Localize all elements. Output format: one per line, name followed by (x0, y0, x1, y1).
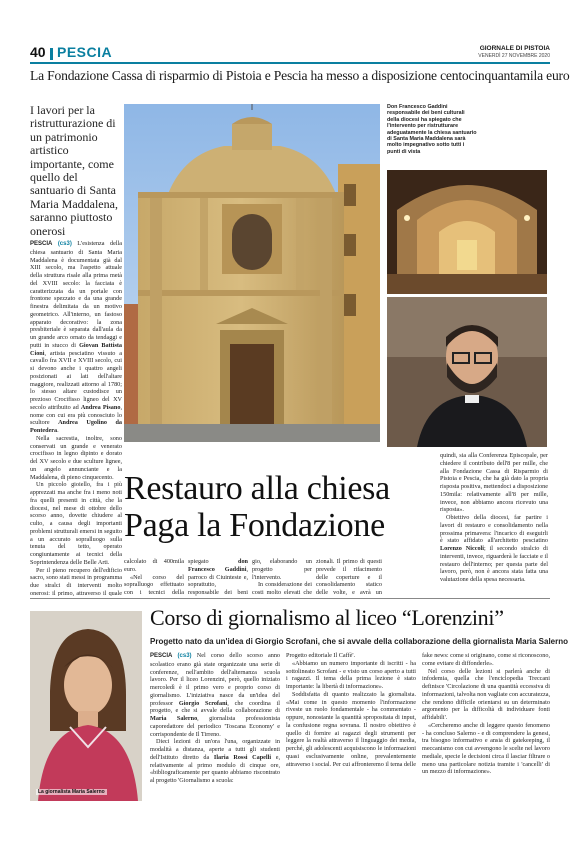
article2-text: Dieci lezioni di un'ora l'una, organizzate in modalità a distanza, aperte a tutti gli studenti dell'Istituto diretto da (150, 738, 280, 761)
article1-column-5 (316, 558, 382, 596)
publication-name: GIORNALE DI PISTOIA (479, 45, 550, 52)
headline (124, 470, 424, 544)
article1-name: Lorenzo Niccoli (440, 545, 484, 552)
article1-col1-text: , artista pesciatino vissuto a cavallo fra XVII e XVIII secolo, cui si devono anche i quattro angeli posizionati ai lati dell'altare maggiore, realizzati attorno al 1780; lo stesso altare custodisce un prezioso Crocifisso ligneo del XV secolo attribuito ad (30, 349, 122, 411)
article1-col1-text: L'esistenza della chiesa santuario di Santa Maria Maddalena è documentata già dal XIII secolo, ma l'aspetto attuale della struttura risale alla prima metà del XVIII secolo: la facciata è caratterizzata da un portale con frontone spezzato e da una grande finestra delimitata da un motivo geometrico. All'interno, un fastoso apparato decorativo: la zona presbiteriale è separata dall'aula da un grande arco ornato da tendaggi e putti in stucco di (30, 240, 122, 349)
article1-column-4 (252, 558, 312, 596)
article2-paragraph: Progetto editoriale Il Caffè'. (286, 652, 356, 659)
strapline: La Fondazione Cassa di risparmio di Pistoia e Pescia ha messo a disposizione centocinquantamila euro (30, 68, 570, 83)
article1-column-3 (188, 558, 248, 596)
article1-paragraph: calcolato di 400mila euro. (124, 558, 184, 573)
article2-paragraph: «Cercheremo anche di leggere questo fenomeno - ha concluso Salerno - e di comprendere la genesi, tra bisogno informativo e ansia di gatekeeping, il meccanismo con cui avvengono le scelte nel lavoro mediale, specie le decisioni circa il lasciar filtrare o meno una particolare notizia tramite i 'cancelli' di un mezzo di informazione». (422, 721, 550, 776)
article1-paragraph: Per il pieno recupero dell'edificio sacro, sono stati messi in programma due stralci di interventi molto onerosi: il primo, attraverso il quale (30, 566, 122, 596)
article1-column-2 (124, 558, 184, 596)
header-bar (50, 48, 53, 60)
article1-column-6 (440, 452, 548, 596)
article2-text: Nel corso dello scorso anno scolastico erano già state organizzate una serie di conferenze, nell'ambito dell'alternanza scuola lavoro. Per il liceo Lorenzini, però, quello iniziato mercoledì è il primo vero e proprio corso di giornalismo. L'iniziativa nasce da un'idea del professor (150, 652, 280, 707)
article1-author-tag: (cs3) (57, 241, 72, 247)
article1-name: don Francesco Gaddini (188, 558, 248, 573)
article1-paragraph: Un piccolo gioiello, fra i più apprezzati ma anche fra i meno noti fra quelli presenti in città, che la diocesi, nel mese di ottobre dello scorso anno, dovette chiudere al culto, a causa degli importanti problemi strutturali emersi in seguito a un accurato sopralluogo sulla tenuta del tetto, operato congiuntamente ai tecnici della Soprintendenza delle Belle Arti. (30, 481, 122, 566)
article2-subtitle: Progetto nato da un'idea di Giorgio Scrofani, che si avvale della collaborazione della giornalista Maria Salerno (150, 637, 569, 646)
article2-name: Maria Salerno (150, 715, 198, 722)
article2-name: Giorgio Scrofani (178, 699, 228, 707)
article2-author-tag: (cs3) (177, 653, 192, 659)
article1-name: Andrea Pisano (80, 403, 121, 411)
article1-text: ; il secondo stralcio di interventi, invece, riguarderà le facciate e il restauro dell'interno; per questa parte del lavoro, però, non è ancora stata fatta una valutazione della spesa necessaria. (440, 545, 548, 583)
page-header (30, 44, 550, 62)
section-name: PESCIA (57, 44, 113, 60)
article1-text: spiegato (188, 558, 209, 565)
headline-line-1: Restauro alla chiesa (124, 470, 390, 507)
deck: I lavori per la ristrutturazione di un patrimonio artistico importante, come quello del santuario di Santa Maria Maddalena, saranno piuttosto onerosi (30, 103, 118, 238)
publication-date: VENERDÌ 27 NOVEMBRE 2020 (478, 53, 550, 59)
article1-name: Andrea Ugolino da Pontedera (30, 419, 122, 434)
article1-paragraph: Nella sacrestia, inoltre, sono conservati un grande e venerato crocifisso in legno dipinto e dorato del XV secolo e due sculture lignee, un angelo annunciante e la Maddalena, di pieno cinquecento. (30, 434, 122, 481)
article2-text: e, relativamente al primo modulo di cinque ore, «bibliograficamente per quanto abbiamo riscontrato al progetto 'Giornalismo a scuola: (150, 753, 280, 784)
article1-paragraph: In considerazione dei costi molto elevati che (252, 581, 312, 596)
article1-column-1: PESCIA (cs3) L'esistenza della chiesa santuario di Santa Maria Maddalena è documentata già dal XIII secolo, ma l'aspetto attuale della struttura risale alla prima metà del XVIII secolo: la facciata è caratterizzata da un portale con frontone spezzato e da una grande finestra delimitata da un motivo geometrico. All'interno, un fastoso apparato decorativo: la zona presbiteriale è separata dall'aula da un grande arco ornato da tendaggi e putti in stucco di Giovan Battista Cioni, artista pesciatino vissuto a cavallo fra XVII e XVIII secolo, cui si devono anche i quattro angeli posizionati ai lati dell'altare maggiore, realizzati attorno al 1780; lo stesso altare custodisce un prezioso Crocifisso ligneo del XV secolo attribuito ad Andrea Pisano, nome con cui era più conosciuto lo scultore Andrea Ugolino da Pontedera. Nella sacrestia, inoltre, sono conservati un grande e venerato crocifisso in legno dipinto e dorato del XV secolo e due sculture lignee, un angelo annunciante e la Maddalena, di pieno cinquecento. Un piccolo gioiello, fra i più apprezzati ma anche fra i meno noti fra quelli presenti in città, che la diocesi, nel mese di ottobre dello scorso anno, dovette chiudere al culto, a causa degli importanti problemi strutturali emersi in seguito a un accurato sopralluogo sulla tenuta del tetto, operato congiuntamente ai tecnici della Soprintendenza delle Belle Arti. Per il pieno recupero dell'edificio sacro, sono stati messi in programma due stralci di interventi molto onerosi: il primo, attraverso il quale (30, 240, 122, 596)
article2-paragraph: fake news: come si originano, come si riconoscono, come evitare di diffonderle». (422, 652, 550, 667)
article1-text: Obiettivo della diocesi, far partire i lavori di restauro e consolidamento nella prossima primavera: l'incarico di eseguirli è stato affidato all'architetto pesciatino (440, 514, 548, 545)
article2-paragraph: «Abbiamo un numero importante di iscritti - ha sottolineato Scrofani - e visto un corso aperto a tutti i ragazzi. Il tema della prima lezione è stato importante: la libertà di informazione». (286, 659, 416, 690)
priest-photo (387, 297, 547, 447)
article2-name: Ilaria Rossi Capelli (213, 753, 272, 761)
article2-city: PESCIA (150, 653, 173, 659)
article1-name: Giovan Battista Cioni (30, 341, 122, 357)
church-photo (124, 104, 380, 442)
section-divider (30, 598, 550, 599)
article2-title: Corso di giornalismo al liceo “Lorenzini” (150, 605, 504, 630)
article1-text: , parroco di Ciuinteste e, soprattutto, responsabile dei beni (188, 565, 248, 596)
headline-line-2: Paga la Fondazione (124, 507, 385, 544)
church-interior-photo (387, 170, 547, 294)
article2-paragraph: Nel corso delle lezioni si parlerà anche di infodemia, quella che l'enciclopedia Treccani definisce 'Circolazione di una quantità eccessiva di informazioni, talvolta non vagliate con accuratezza, che rendono difficile orientarsi su un determinato argomento per la difficoltà di individuare fonti affidabili'. (422, 667, 550, 721)
page-number: 40 (30, 44, 46, 60)
article1-city: PESCIA (30, 241, 53, 247)
article2-text: , che coordina il progetto, e che si avvale della collaborazione di (150, 699, 280, 715)
journalist-photo (30, 611, 142, 801)
article2-paragraph: Soddisfatta di quanto realizzato la giornalista. «Mai come in questo momento l'informazione riveste un ruolo fondamentale - ha commentato - oppure, nonostante la quantità spropositata di input, la confusione regna sovrana. Il nostro obiettivo è quello di fornire ai ragazzi degli strumenti per leggere la realtà attraverso il linguaggio dei media, perché, gli adolescenti acquisiscono le informazioni quasi esclusivamente online, prevalentemente attraverso i social. Per cui affronteremo il tema delle (286, 690, 416, 768)
article2-column-3 (422, 652, 550, 802)
article1-col1-text: , nome con cui era più conosciuto lo scultore (30, 403, 122, 427)
article2-column-1 (150, 652, 280, 802)
article2-text: , giornalista professionista caporedattore del periodico 'Toscana Economy' e corrispondente de Il Tirreno. (150, 715, 280, 738)
article1-paragraph: «Nel corso del sopralluogo effettuato con i tecnici della (124, 573, 184, 596)
journalist-caption: La giornalista Maria Salerno (38, 789, 105, 795)
article1-paragraph: quindi, sia alla Conferenza Episcopale, per chiedere il contributo dell'8 per mille, che alla Fondazione Cassa di Risparmio di Pistoia e Pescia, che ha già dato la propria risposta positiva, mettendoci a disposizione 150mila: relativamente all'8 per mille, invece, non abbiamo ancora ricevuto una risposta». (440, 452, 548, 514)
article1-paragraph: gio, elaborando un progetto per l'intervento. (252, 558, 312, 581)
article1-paragraph: zionali. Il primo di questi prevede il rifacimento delle coperture e il consolidamento statico delle volte, e avrà un (316, 558, 382, 596)
priest-caption: Don Francesco Gaddini responsabile dei beni culturali della diocesi ha spiegato che l'intervento per ristrutturare adeguatamente la chiesa santuario di Santa Maria Maddalena sarà molto impegnativo sotto tutti i punti di vista (387, 104, 477, 155)
header-rule (30, 62, 550, 64)
article2-column-2 (286, 652, 416, 802)
